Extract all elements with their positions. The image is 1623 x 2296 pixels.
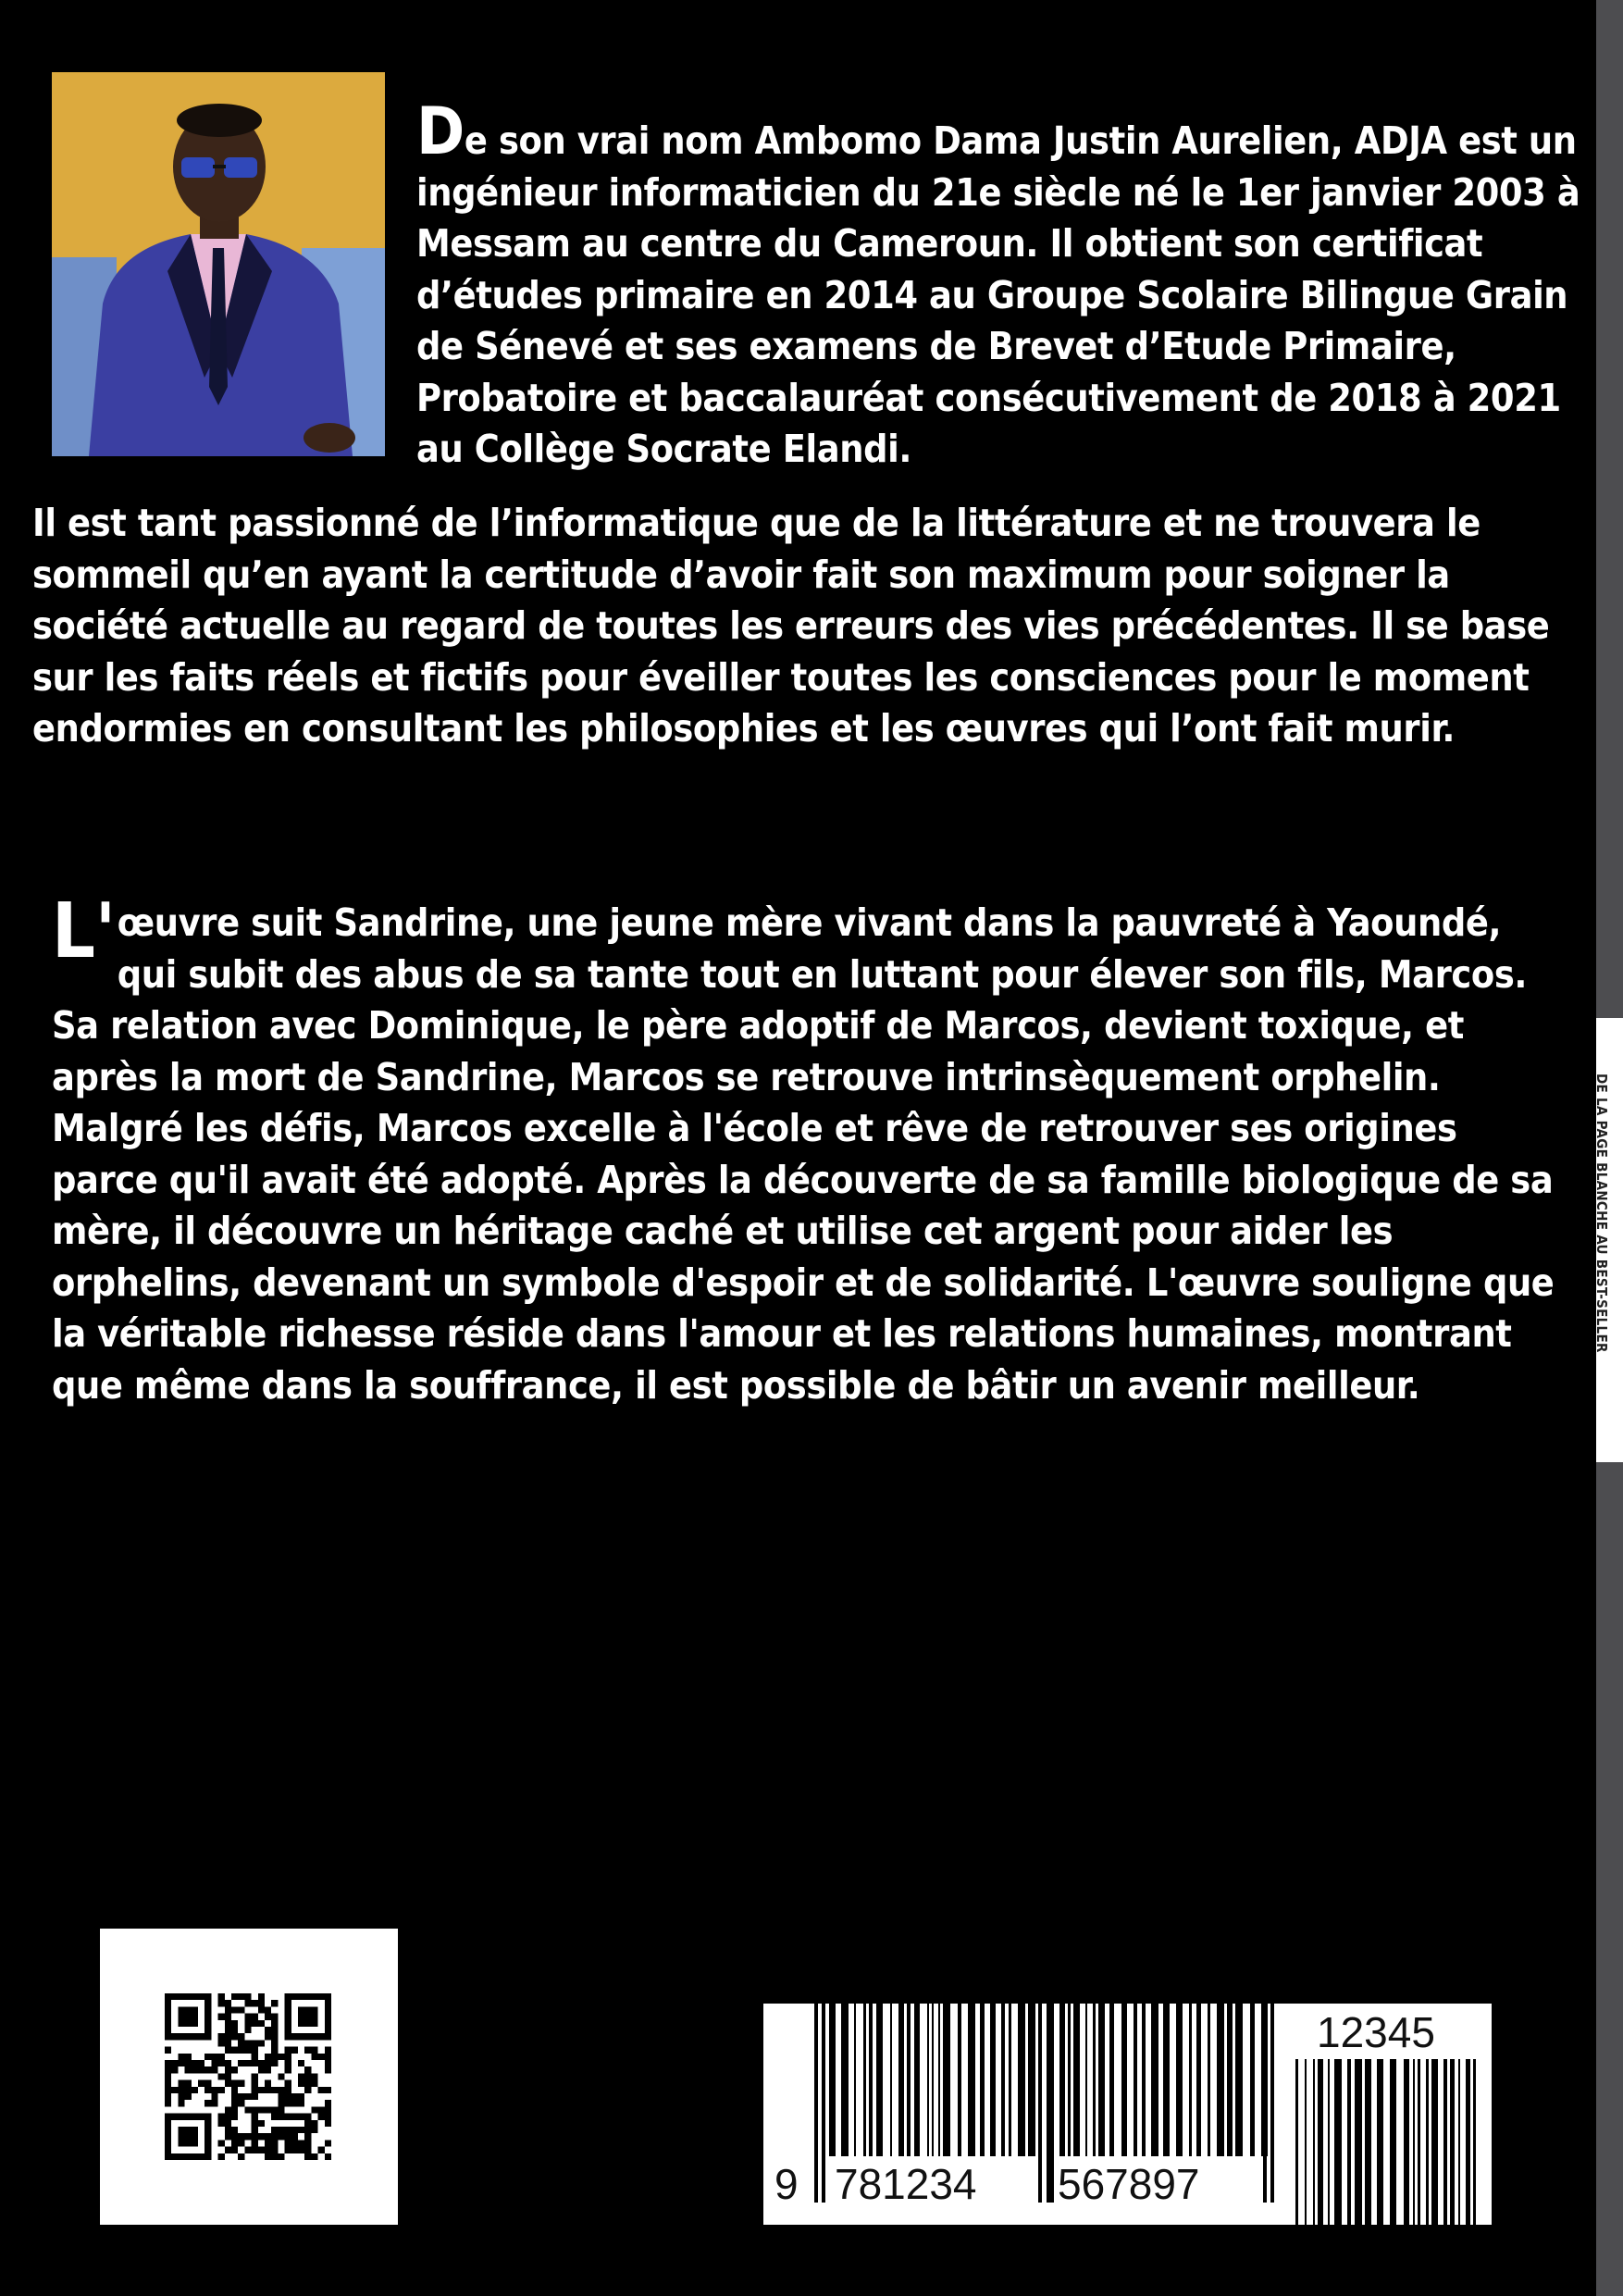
barcode-digits-right: 567897 <box>1058 2160 1200 2208</box>
barcode-digits-left: 781234 <box>835 2160 977 2208</box>
barcode-addon-digits: 12345 <box>1317 2008 1435 2056</box>
bio-dropcap: D <box>416 93 465 169</box>
synopsis <box>52 887 1569 1411</box>
spine-title: DE LA PAGE BLANCHE AU BEST-SELLER <box>1593 1074 1610 1353</box>
synopsis-dropcap: L' <box>52 887 116 975</box>
synopsis-paragraph-1: œuvre suit Sandrine, une jeune mère vivant dans la pauvreté à Yaoundé, qui subit des abus de sa tante tout en luttant pour élever son fils, Marcos. Sa relation avec Dominique, le père adoptif de Marcos, devient toxique, et après la mort de Sandrine, Marcos se retrouve intrinsèquement orphelin. <box>52 900 1528 1099</box>
author-bio-text-1: e son vrai nom Ambomo Dama Justin Aurelien, ADJA est un ingénieur informaticien du 21e siècle né le 1er janvier 2003 à Messam au centre du Cameroun. Il obtient son certificat d’études primaire en 2014 au Groupe Scolaire Bilingue Grain de Sénevé et ses examens de Brevet d’Etude Primaire, Probatoire et baccalauréat consécutivement de 2018 à 2021 au Collège Socrate Elandi. <box>416 118 1580 471</box>
qr-code-image <box>165 1993 331 2160</box>
author-photo <box>52 72 385 456</box>
author-bio-paragraph-2: Il est tant passionné de l’informatique que de la littérature et ne trouvera le sommeil qu’en ayant la certitude d’avoir fait son maximum pour soigner la société actuelle au regard de toutes les erreurs des vies précédentes. Il se base sur les faits réels et fictifs pour éveiller toutes les consciences pour le moment endormies en consultant les philosophies et les œuvres qui l’ont fait murir. <box>32 501 1550 751</box>
isbn-barcode <box>763 2004 1492 2225</box>
qr-code <box>100 1929 398 2225</box>
synopsis-paragraph-2: Malgré les défis, Marcos excelle à l'école et rêve de retrouver ses origines parce qu'il avait été adopté. Après la découverte de sa famille biologique de sa mère, il découvre un héritage caché et utilise cet argent pour aider les orphelins, devenant un symbole d'espoir et de solidarité. L'œuvre souligne que la véritable richesse réside dans l'amour et les relations humaines, montrant que même dans la souffrance, il est possible de bâtir un avenir meilleur. <box>52 1106 1555 1408</box>
barcode-lead-digit: 9 <box>774 2160 799 2208</box>
author-bio-paragraph-1 <box>416 93 1592 476</box>
